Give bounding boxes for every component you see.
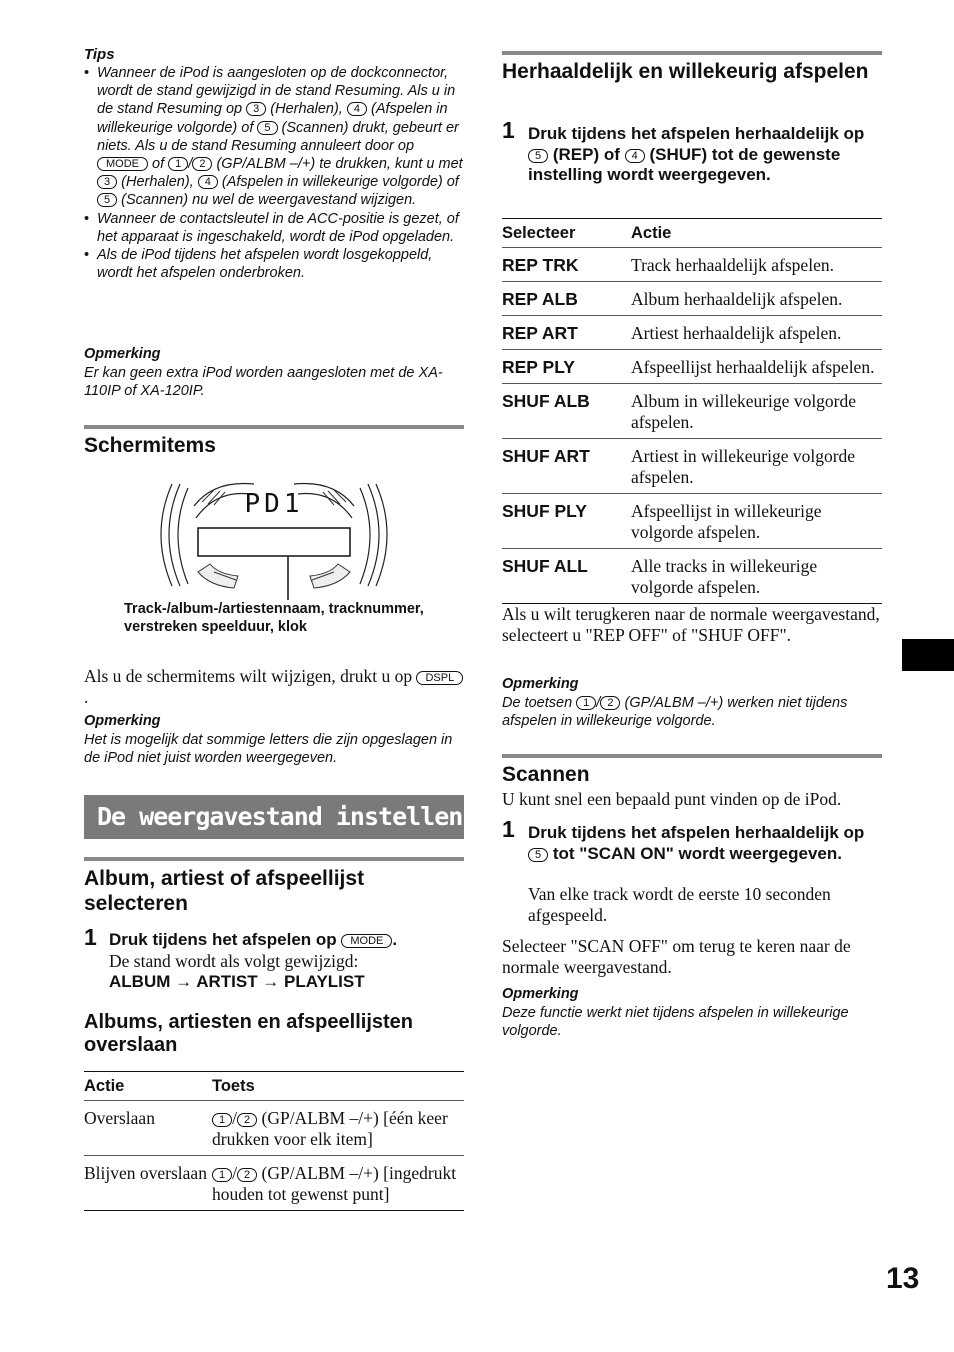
cell-select: REP ART (502, 316, 631, 350)
cell-select: SHUF PLY (502, 494, 631, 549)
display-illustration (154, 476, 394, 616)
body-text: Als u de schermitems wilt wijzigen, drukt u op (84, 666, 413, 686)
tip-text: (Afspelen in willekeurige volgorde) of (221, 174, 459, 191)
section-rule (84, 857, 464, 861)
cell-select: REP ALB (502, 282, 631, 316)
tip-text: (Afspelen in willekeurige volgorde) of (97, 101, 448, 136)
tip-item (84, 64, 464, 210)
key-5: 5 (528, 149, 548, 163)
cell-action: Alle tracks in willekeurige volgorde afspelen. (631, 549, 882, 604)
page-number: 13 (886, 1262, 920, 1295)
cell-key (212, 1101, 464, 1156)
tip-text: Wanneer de iPod is aangesloten op de dockconnector, wordt de stand gewijzigd in de stand Resuming. Als u in de stand Resuming op (97, 65, 456, 118)
cell-action: Overslaan (84, 1101, 212, 1156)
note-title: Opmerking (502, 986, 579, 1002)
tip-text: (Scannen) nu wel de weergavestand wijzigen. (121, 192, 417, 209)
table-row (502, 248, 882, 282)
column-header: Toets (212, 1077, 255, 1095)
key-mode: MODE (97, 157, 148, 171)
table-row (84, 1101, 464, 1156)
skip-table (84, 1071, 464, 1211)
tips-list (84, 64, 464, 282)
mode-sequence: ALBUM → ARTIST → PLAYLIST (109, 972, 365, 991)
cell-action: Blijven overslaan (84, 1156, 212, 1211)
table-row (502, 439, 882, 494)
repeat-table (502, 218, 882, 604)
note-text (502, 694, 882, 730)
key-2: 2 (192, 157, 212, 171)
note-title: Opmerking (84, 346, 161, 362)
key-5: 5 (528, 848, 548, 862)
key-4: 4 (625, 149, 645, 163)
body-text: . (84, 687, 89, 707)
cell-select: SHUF ALB (502, 384, 631, 439)
note-title: Opmerking (84, 713, 161, 729)
cell-select: REP TRK (502, 248, 631, 282)
table-row (502, 350, 882, 384)
cell-select: SHUF ART (502, 439, 631, 494)
section-heading-repeat: Herhaaldelijk en willekeurig afspelen (502, 60, 869, 83)
step-number: 1 (502, 816, 515, 842)
tip-item: • Als de iPod tijdens het afspelen wordt losgekoppeld, wordt het afspelen onderbroken. (84, 246, 464, 282)
table-row (502, 494, 882, 549)
section-rule (502, 754, 882, 758)
note-span: De toetsen (502, 695, 573, 711)
table-header-row (84, 1072, 464, 1101)
step-label: Druk tijdens het afspelen herhaaldelijk op (528, 124, 865, 143)
step-sub: De stand wordt als volgt gewijzigd: (109, 951, 359, 971)
note-span: (GP/ALBM –/+) werken niet tijdens afspelen in willekeurige volgorde. (502, 695, 848, 730)
section-heading-schermitems: Schermitems (84, 434, 216, 457)
slash: / (596, 695, 601, 711)
cell-action: Album in willekeurige volgorde afspelen. (631, 384, 882, 439)
step-label: Druk tijdens het afspelen herhaaldelijk op (528, 823, 865, 842)
key-dspl: DSPL (416, 671, 463, 685)
cell-text: (GP/ALBM –/+) [één keer drukken voor elk item] (212, 1108, 448, 1149)
cell-action: Artiest herhaaldelijk afspelen. (631, 316, 882, 350)
slash: / (232, 1163, 237, 1183)
key-1: 1 (576, 696, 596, 710)
cell-select: REP PLY (502, 350, 631, 384)
key-3: 3 (97, 175, 117, 189)
cell-action: Album herhaaldelijk afspelen. (631, 282, 882, 316)
note-text: Er kan geen extra iPod worden aangesloten met de XA-110IP of XA-120IP. (84, 365, 443, 400)
tip-text: (Herhalen), (270, 101, 343, 118)
tip-text: (Scannen) drukt, gebeurt er niets. Als u de stand Resuming annuleert door op (97, 119, 459, 154)
table-row (502, 384, 882, 439)
key-3: 3 (246, 102, 266, 116)
scannen-after: Selecteer "SCAN OFF" om terug te keren naar de normale weergavestand. (502, 936, 851, 977)
step-text (528, 823, 882, 864)
section-heading-scannen: Scannen (502, 763, 590, 786)
cell-select: SHUF ALL (502, 549, 631, 604)
key-1: 1 (212, 1168, 232, 1182)
column-header: Actie (84, 1077, 125, 1095)
display-text: PD1 (244, 489, 304, 519)
key-5: 5 (257, 121, 277, 135)
tip-item: • Wanneer de contactsleutel in de ACC-positie is gezet, of het apparaat is ingeschakeld, wordt de iPod opgeladen. (84, 210, 464, 246)
scannen-intro: U kunt snel een bepaald punt vinden op de iPod. (502, 789, 842, 809)
section-rule (502, 51, 882, 55)
repeat-after-text: Als u wilt terugkeren naar de normale weergavestand, selecteert u "REP OFF" of "SHUF OFF". (502, 604, 880, 645)
section-tab-marker (902, 639, 954, 671)
step-dot: . (392, 930, 398, 949)
cell-action: Artiest in willekeurige volgorde afspelen. (631, 439, 882, 494)
schermitems-body (84, 666, 464, 708)
note-title: Opmerking (502, 676, 579, 692)
tip-text: (Herhalen), (121, 174, 194, 191)
note-text: Het is mogelijk dat sommige letters die zijn opgeslagen in de iPod niet juist worden weergegeven. (84, 732, 453, 767)
key-2: 2 (600, 696, 620, 710)
column-header: Selecteer (502, 224, 576, 242)
step-number: 1 (84, 924, 97, 950)
section-heading-album: Album, artiest of afspeellijst selecteren (84, 867, 365, 915)
key-4: 4 (347, 102, 367, 116)
step-label: (SHUF) tot de gewenste instelling wordt weergegeven. (528, 144, 841, 184)
key-2: 2 (237, 1168, 257, 1182)
chapter-banner: De weergavestand instellen (84, 795, 464, 839)
cell-action: Afspeellijst herhaaldelijk afspelen. (631, 350, 882, 384)
table-row (502, 549, 882, 604)
tip-text: (GP/ALBM –/+) te drukken, kunt u met (216, 156, 463, 173)
key-1: 1 (212, 1113, 232, 1127)
column-header: Actie (631, 224, 672, 242)
step-label: tot "SCAN ON" wordt weergegeven. (552, 843, 842, 863)
table-row (502, 282, 882, 316)
key-5: 5 (97, 193, 117, 207)
cell-key (212, 1156, 464, 1211)
key-4: 4 (198, 175, 218, 189)
slash: / (232, 1108, 237, 1128)
step-number: 1 (502, 117, 515, 143)
subsection-heading-skip: Albums, artiesten en afspeellijsten overslaan (84, 1011, 413, 1056)
cell-text: (GP/ALBM –/+) [ingedrukt houden tot gewenst punt] (212, 1163, 457, 1204)
step-label: Druk tijdens het afspelen op (109, 930, 337, 949)
table-row (84, 1156, 464, 1211)
cell-action: Track herhaaldelijk afspelen. (631, 248, 882, 282)
note-text: Deze functie werkt niet tijdens afspelen in willekeurige volgorde. (502, 1005, 849, 1040)
table-row (502, 316, 882, 350)
key-2: 2 (237, 1113, 257, 1127)
slash: / (188, 156, 193, 173)
cell-action: Afspeellijst in willekeurige volgorde afspelen. (631, 494, 882, 549)
step-text (109, 930, 464, 951)
step-label: (REP) of (552, 144, 620, 164)
table-header-row (502, 219, 882, 248)
key-mode: MODE (341, 934, 392, 948)
step-sub: Van elke track wordt de eerste 10 seconden afgespeeld. (528, 884, 831, 925)
tip-text: of (152, 156, 165, 173)
display-caption: Track-/album-/artiestennaam, tracknummer, verstreken speelduur, klok (124, 601, 424, 635)
section-rule (84, 425, 464, 429)
step-text (528, 124, 882, 186)
tips-title: Tips (84, 46, 115, 63)
key-1: 1 (168, 157, 188, 171)
